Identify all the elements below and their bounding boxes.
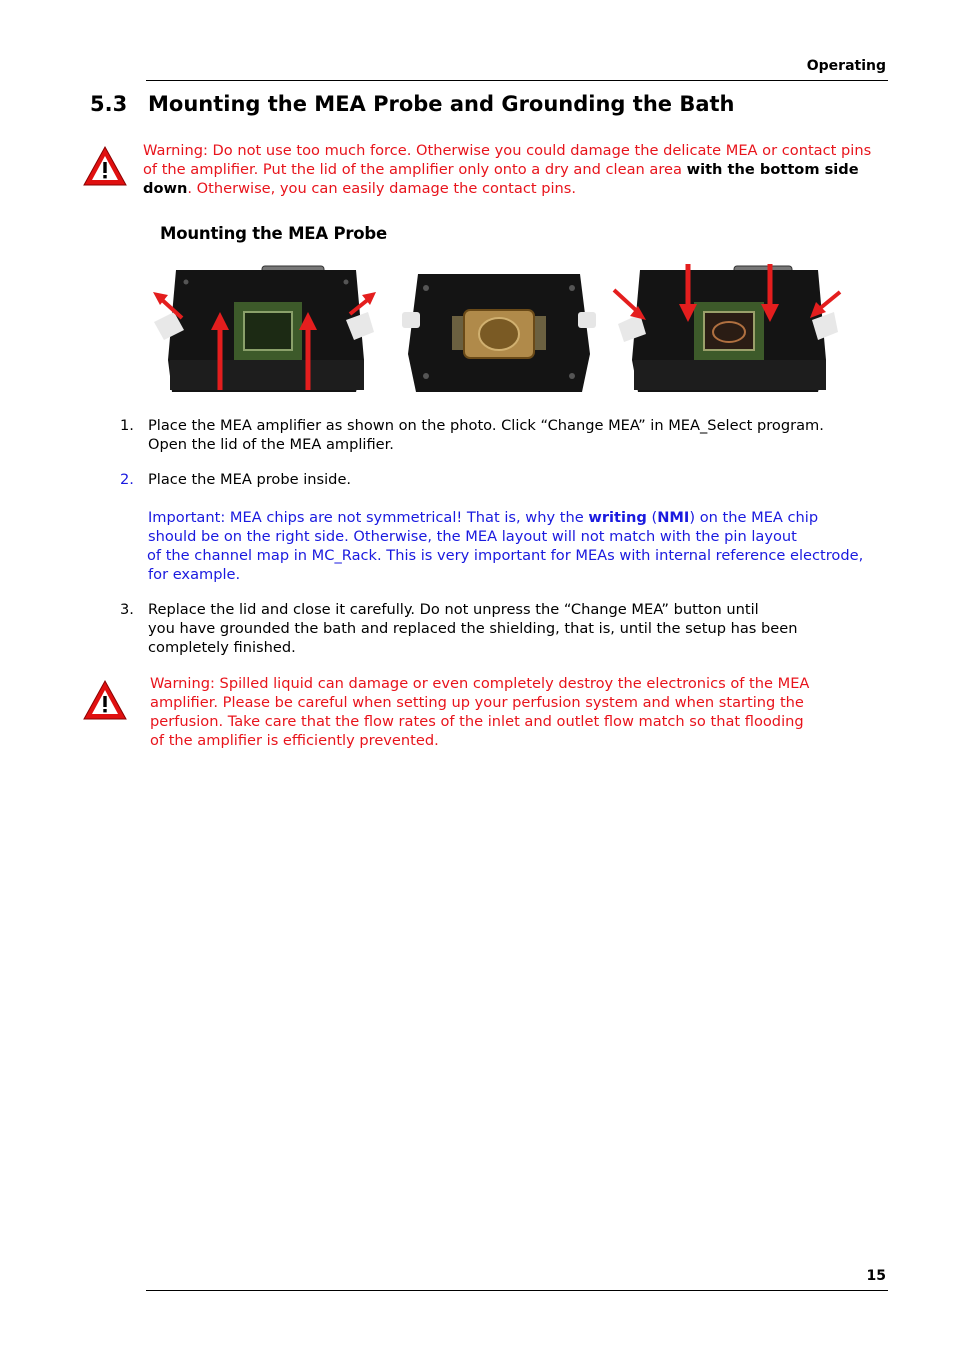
step-2-text: Place the MEA probe inside. [148, 471, 352, 488]
warning-spill [150, 674, 880, 750]
amplifier-photo-lid [612, 264, 844, 392]
step-1-text [148, 416, 888, 454]
warning-line: amplifier. Please be careful when setting up your perfusion system and when starting the [150, 694, 804, 711]
step-3-number: 3. [120, 601, 134, 618]
important-emphasis-writing: writing [588, 509, 647, 526]
section-heading [90, 92, 734, 116]
important-line: of the channel map in MC_Rack. This is very important for MEAs with internal reference electrode, [147, 547, 864, 564]
page-number: 15 [866, 1268, 886, 1284]
step-1-line: Open the lid of the MEA amplifier. [148, 436, 394, 453]
footer-rule [146, 1290, 888, 1291]
important-line: for example. [148, 566, 241, 583]
important-text: Important: MEA chips are not symmetrical! That is, why the [148, 509, 589, 526]
warning-line: Warning: Spilled liquid can damage or even completely destroy the electronics of the MEA [150, 675, 810, 692]
running-header: Operating [806, 58, 886, 74]
step-2-number: 2. [120, 471, 134, 488]
step-3-text [148, 600, 888, 657]
important-text: ( [646, 509, 658, 526]
warning-line: perfusion. Take care that the flow rates of the inlet and outlet flow match so that flooding [150, 713, 804, 730]
important-line [148, 508, 893, 527]
warning-triangle-icon [82, 145, 128, 187]
important-line: should be on the right side. Otherwise, the MEA layout will not match with the pin layout [148, 528, 797, 545]
section-title: Mounting the MEA Probe and Grounding the Bath [148, 92, 735, 116]
section-number: 5.3 [90, 92, 128, 116]
step-1-number: 1. [120, 417, 134, 434]
step-3-line: Replace the lid and close it carefully. Do not unpress the “Change MEA” button until [148, 601, 759, 618]
amplifier-photo-probe [396, 264, 602, 392]
step-1-line: Place the MEA amplifier as shown on the photo. Click “Change MEA” in MEA_Select program. [148, 417, 824, 434]
important-text: ) on the MEA chip [689, 509, 819, 526]
figure-title: Mounting the MEA Probe [160, 224, 388, 243]
warning-text: Warning: Do not use too much force. Otherwise you could damage the delicate MEA or contact pins of the amplifier. Put the lid of the amplifier only onto a dry and clean area [143, 142, 872, 178]
step-3-line: you have grounded the bath and replaced the shielding, that is, until the setup has been [148, 620, 798, 637]
warning-line: of the amplifier is efficiently prevented. [150, 732, 439, 749]
amplifier-photo-open [150, 264, 382, 392]
warning-text-end: . Otherwise, you can easily damage the contact pins. [187, 180, 577, 197]
warning-mounting [143, 141, 873, 198]
important-note [148, 508, 893, 584]
header-rule [146, 80, 888, 81]
warning-triangle-icon [82, 679, 128, 721]
important-emphasis-nmi: NMI [657, 509, 690, 526]
step-3-line: completely finished. [148, 639, 296, 656]
warning-emphasis: with the bottom side down [143, 161, 859, 197]
